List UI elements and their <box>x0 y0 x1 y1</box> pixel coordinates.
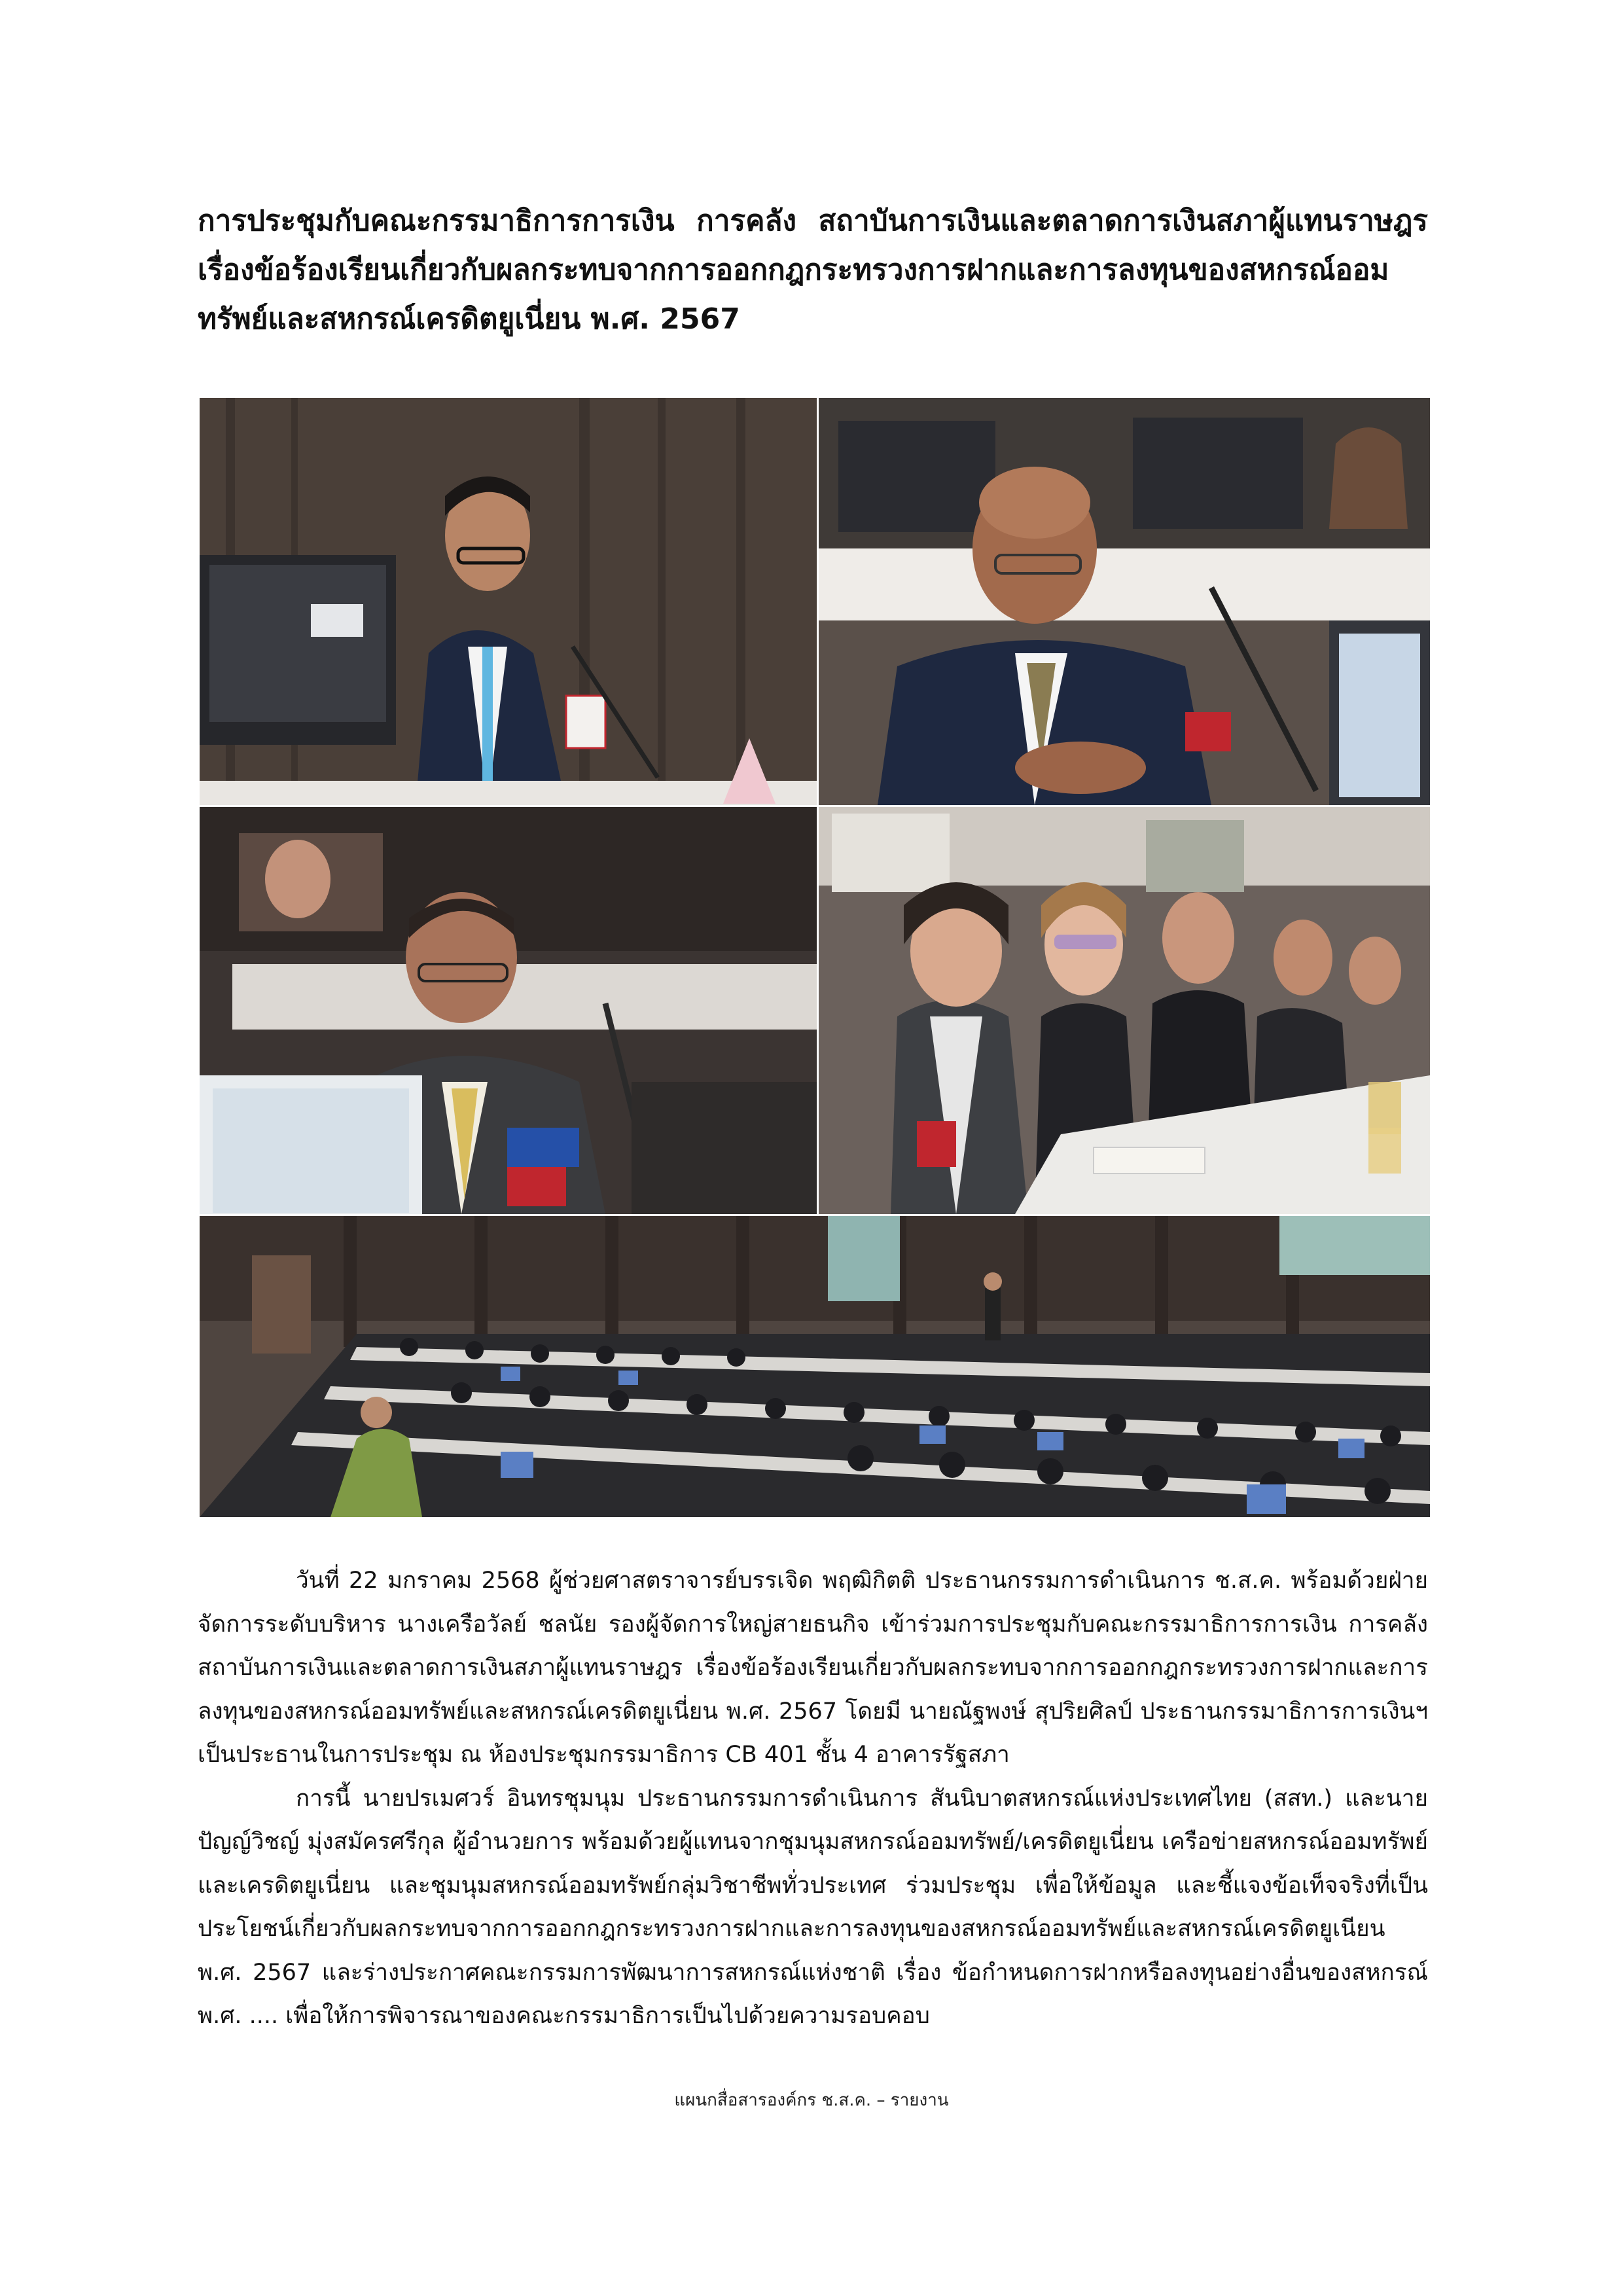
article-paragraph: วันที่ 22 มกราคม 2568 ผู้ช่วยศาสตราจารย์บรรเจิด พฤฒิกิตติ ประธานกรรมการดำเนินการ ช.ส.ค. พร้อมด้วยฝ่ายจัดการระดับบริหาร นางเครือวัลย์ ชลนัย รองผู้จัดการใหญ่สายธนกิจ เข้าร่วมการประชุมกับคณะกรรมาธิการการเงิน การคลัง สถาบันการเงินและตลาดการเงินสภาผู้แทนราษฎร เรื่องข้อร้องเรียนเกี่ยวกับผลกระทบจากการออกกฎกระทรวงการฝากและการลงทุนของสหกรณ์ออมทรัพย์และสหกรณ์เครดิตยูเนี่ยน พ.ศ. 2567 โดยมี นายณัฐพงษ์ สุปริยศิลป์ ประธานกรรมาธิการการเงินฯ เป็นประธานในการประชุม ณ ห้องประชุมกรรมาธิการ CB 401 ชั้น 4 อาคารรัฐสภา <box>198 1568 1428 1768</box>
document-title: การประชุมกับคณะกรรมาธิการการเงิน การคลัง สถาบันการเงินและตลาดการเงินสภาผู้แทนราษฎร เรื่องข้อร้องเรียนเกี่ยวกับผลกระทบจากการออกกฎกระทรวงการฝากและการลงทุนของสหกรณ์ออมทรัพย์และสหกรณ์เครดิตยูเนี่ยน พ.ศ. 2567 <box>198 204 1428 336</box>
article-paragraph: การนี้ นายปรเมศวร์ อินทรชุมนุม ประธานกรรมการดำเนินการ สันนิบาตสหกรณ์แห่งประเทศไทย (สสท.) และนายปัญญ์วิชญ์ มุ่งสมัครศรีกุล ผู้อำนวยการ พร้อมด้วยผู้แทนจากชุมนุมสหกรณ์ออมทรัพย์/เครดิตยูเนี่ยน เครือข่ายสหกรณ์ออมทรัพย์และเครดิตยูเนี่ยน และชุมนุมสหกรณ์ออมทรัพย์กลุ่มวิชาชีพทั่วประเทศ ร่วมประชุม เพื่อให้ข้อมูล และชี้แจงข้อเท็จจริงที่เป็นประโยชน์เกี่ยวกับผลกระทบจากการออกกฎกระทรวงการฝากและการลงทุนของสหกรณ์ออมทรัพย์และสหกรณ์เครดิตยูเนียน พ.ศ. 2567 และร่างประกาศคณะกรรมการพัฒนาการสหกรณ์แห่งชาติ เรื่อง ข้อกำหนดการฝากหรือลงทุนอย่างอื่นของสหกรณ์ พ.ศ. .... เพื่อให้การพิจารณาของคณะกรรมาธิการเป็นไปด้วยความรอบคอบ <box>198 1785 1428 2029</box>
photo-attendees-seated-row <box>819 807 1430 1214</box>
article-body <box>198 1559 1428 2038</box>
photo-elderly-man-reading <box>200 807 817 1214</box>
report-credit: แผนกสื่อสารองค์กร ช.ส.ค. – รายงาน <box>674 2090 949 2110</box>
photo-man-speaking-microphone <box>819 398 1430 805</box>
photo-meeting-room-wide <box>200 1216 1430 1517</box>
photo-collage <box>200 398 1430 1517</box>
photo-man-reading-left <box>200 398 817 805</box>
